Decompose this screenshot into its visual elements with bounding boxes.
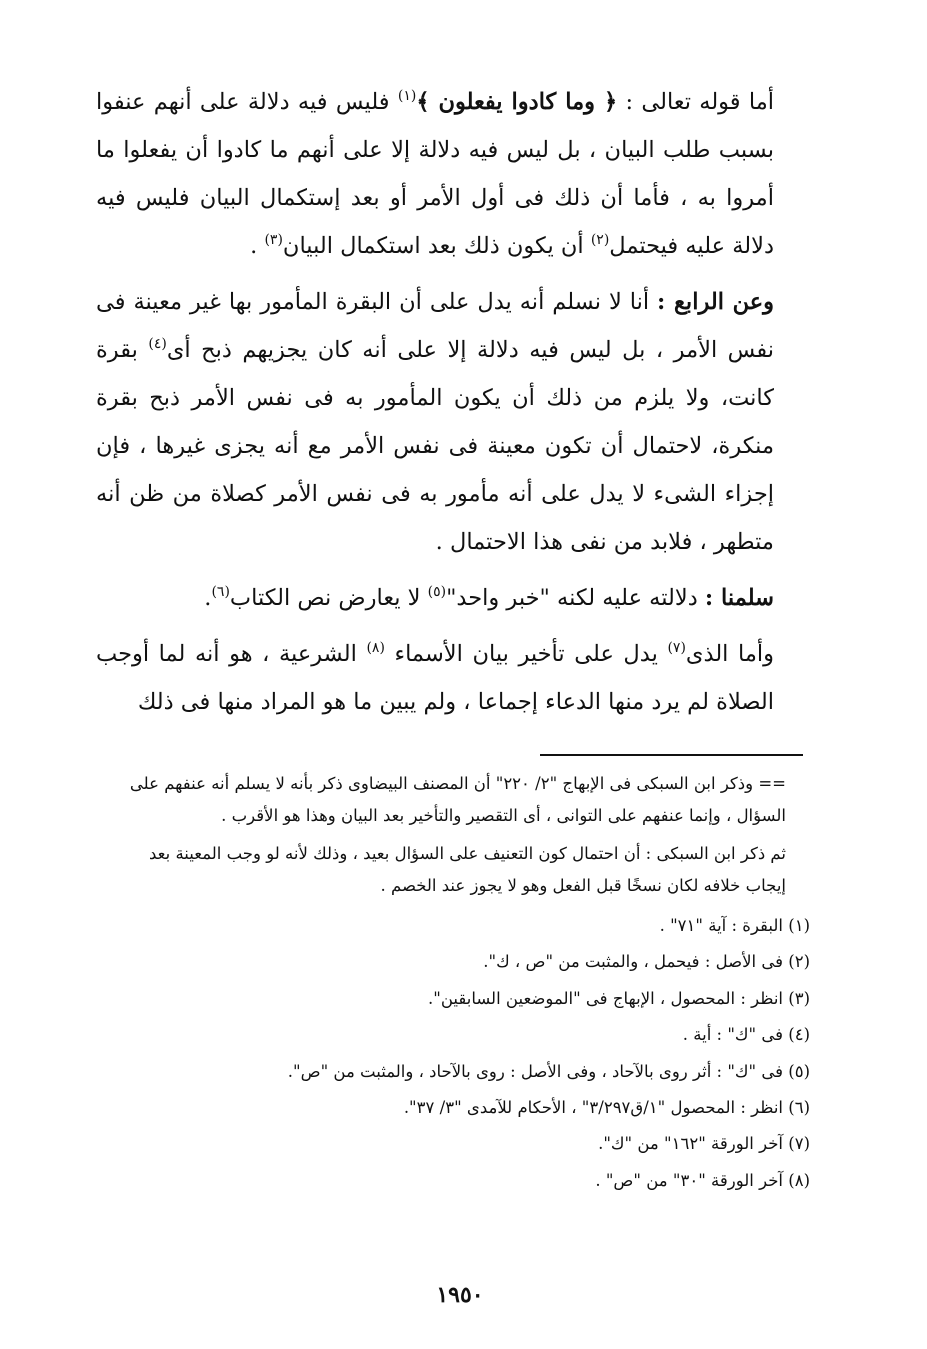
footnote-ref-2: (٢) (590, 232, 610, 248)
main-text (96, 78, 812, 734)
p1-text: فليس فيه دلالة على أنهم عنفوا بسبب طلب البيان ، بل ليس فيه دلالة إلا على أنهم ما كادوا أن يفعلوا ما أمروا به ، فأما أن ذلك فى أول الأمر أو بعد إستكمال البيان فليس فيه دلالة عليه فيحتمل (96, 89, 774, 259)
footnote-ref-6: (٦) (211, 584, 230, 600)
p4-text: يدل على تأخير بيان الأسماء (394, 641, 658, 667)
footnote-6: (٦) انظر : المحصول "١/ق٣/٢٩٧" ، الأحكام للآمدى "٣/ ٣٧". (403, 1098, 810, 1118)
footnote-3: (٣) انظر : المحصول ، الإبهاج فى "الموضعين السابقين". (428, 988, 810, 1008)
continued-note-1-text: == وذكر ابن السبكى فى الإبهاج "٢/ ٢٢٠" أن المصنف البيضاوى ذكر بأنه لا يسلم أنه عنفهم على السؤال ، وإنما عنفهم على التوانى ، أى التقصير والتأخير بعد البيان وهذا هو الأقرب . (129, 774, 786, 825)
footnote-ref-3: (٣) (264, 232, 283, 248)
p4-lead: وأما الذى (685, 641, 775, 667)
footnote-5: (٥) فى "ك" : أثر روى بالآحاد ، وفى الأصل : روى بالآحاد ، والمثبت من "ص". (287, 1061, 810, 1081)
paragraph-1 (96, 78, 812, 270)
continued-note-2 (120, 838, 810, 902)
p4-text-2: الشرعية ، هو أنه لما أوجب الصلاة لم يرد منها الدعاء إجماعا ، ولم يبين ما هو المراد منها فى ذلك (96, 641, 774, 715)
p1-lead: أما قوله تعالى : (625, 89, 775, 115)
p2-lead: وعن الرابع : (657, 289, 774, 315)
p2-text-2: بقرة كانت، ولا يلزم من ذلك أن يكون المأمور به فى نفس الأمر ذبح بقرة منكرة، لاحتمال أن تكون معينة فى نفس الأمر مع أنه يجزى غيرها ، فإن إجزاء الشىء لا يدل على أنه مأمور به فى نفس الأمر كصلاة من ظن أنه متطهر ، فلابد من نفى هذا الاحتمال . (96, 337, 774, 555)
footnote-ref-1: (١) (397, 88, 417, 104)
footnote-divider (540, 754, 803, 756)
continued-note-1 (120, 768, 810, 832)
p3-text: دلالته عليه لكنه "خبر واحد" (446, 585, 698, 611)
footnote-1: (١) البقرة : آية "٧١" . (659, 916, 810, 935)
footnote-ref-7: (٧) (667, 640, 686, 656)
footnote-ref-5: (٥) (427, 584, 447, 600)
footnotes-section (120, 768, 810, 1199)
paragraph-3 (96, 574, 812, 622)
footnote-8: (٨) آخر الورقة "٣٠" من "ص" . (595, 1170, 810, 1190)
continued-note-2-text: ثم ذكر ابن السبكى : أن احتمال كون التعنيف على السؤال بعيد ، وذلك لأنه لو وجب المعينة بعد إيجاب خلافه لكان نسخًا قبل الفعل وهو لا يجوز عند الخصم . (148, 844, 786, 895)
p1-text-2: أن يكون ذلك بعد استكمال البيان (282, 233, 584, 259)
footnote-7: (٧) آخر الورقة "١٦٢" من "ك". (598, 1134, 810, 1154)
quran-quote: ﴿ وما كادوا يفعلون ﴾ (416, 89, 618, 115)
paragraph-4 (96, 630, 812, 726)
p3-lead: سلمنا : (704, 585, 774, 611)
p3-text-2: لا يعارض نص الكتاب (229, 585, 421, 611)
footnote-4: (٤) فى "ك" : أية . (682, 1025, 810, 1045)
page-number: ١٩٥٠ (436, 1282, 484, 1308)
p1-end: . (250, 233, 265, 259)
footnote-2: (٢) فى الأصل : فيحمل ، والمثبت من "ص ، ك". (483, 952, 810, 972)
paragraph-2 (96, 278, 812, 566)
p2-text: أنا لا نسلم أنه يدل على أن البقرة المأمور بها غير معينة فى نفس الأمر ، بل ليس فيه دلالة إلا على أنه كان يجزيهم ذبح أى (96, 289, 775, 363)
p3-end: . (204, 585, 212, 611)
footnote-ref-8: (٨) (366, 640, 385, 656)
footnote-ref-4: (٤) (148, 336, 167, 352)
